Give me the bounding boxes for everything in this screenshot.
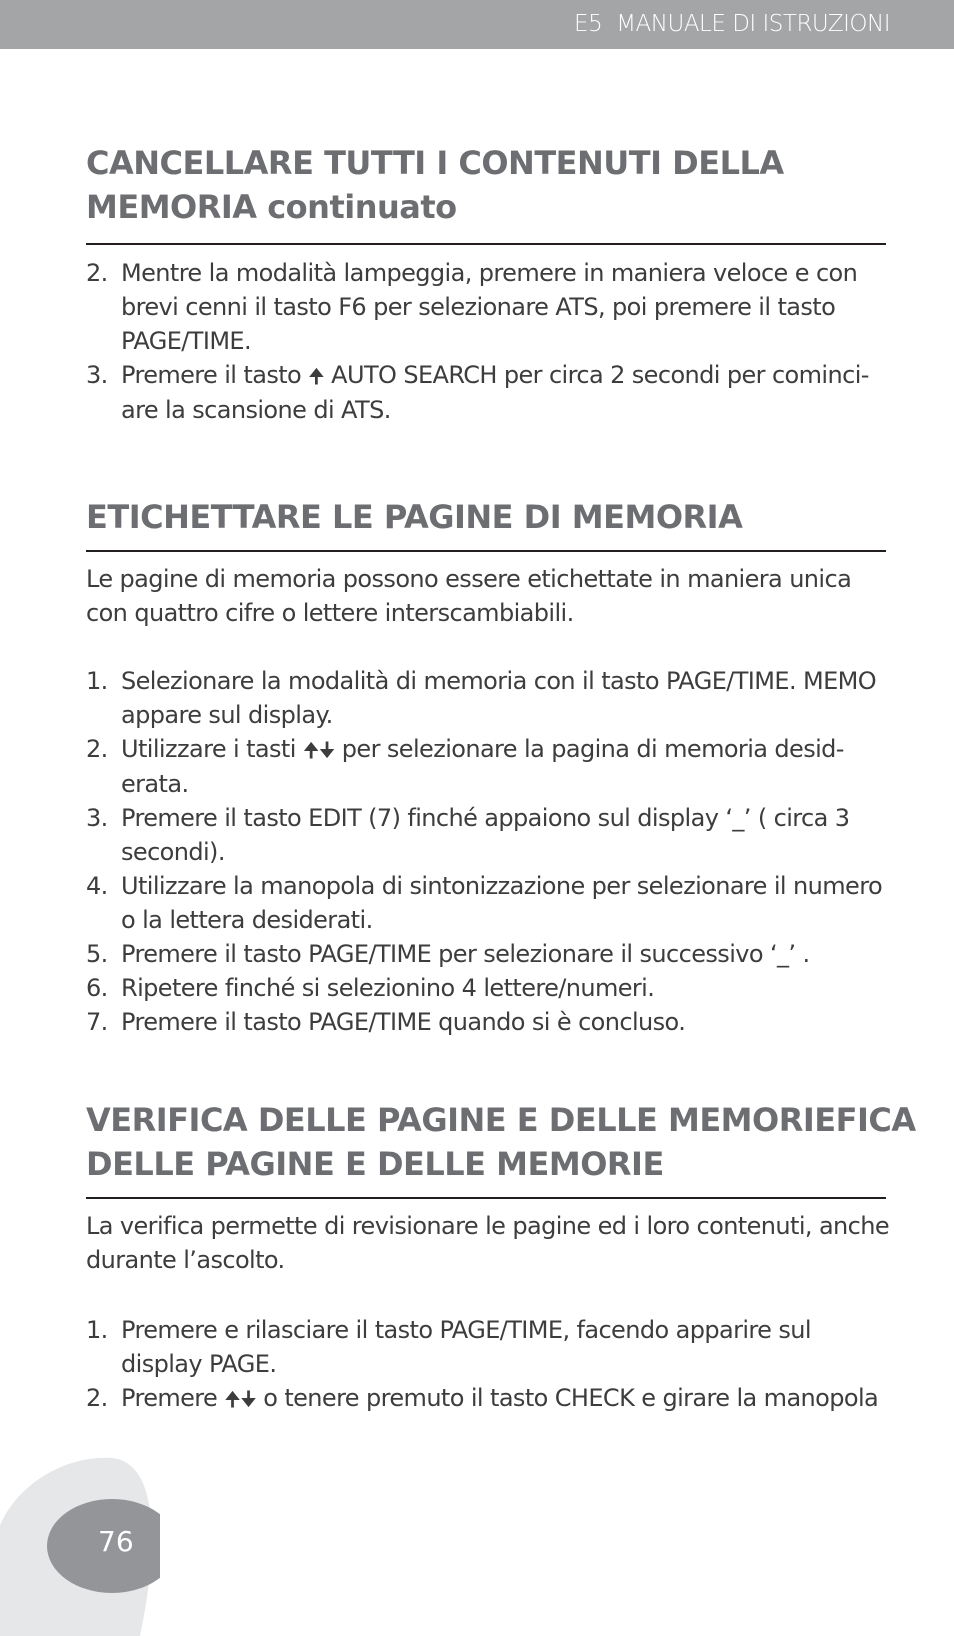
arrow-up-down-icon: 🠉🠋 (224, 1387, 257, 1411)
list-item: 2. Premere 🠉🠋 o tenere premuto il tasto CHECK e girare la manopola (86, 1384, 879, 1412)
section-3-title: VERIFICA DELLE PAGINE E DELLE MEMORIEFICA DELLE PAGINE E DELLE MEMORIE (86, 1101, 916, 1183)
list-item: 3. Premere il tasto 🠉 AUTO SEARCH per circa 2 secondi per cominci- are la scansione di ATS. (86, 361, 869, 424)
footer-decoration (0, 1455, 160, 1636)
list-item: 4. Utilizzare la manopola di sintonizzazione per selezionare il numero o la lettera desiderati. (86, 872, 883, 934)
section-2-title: ETICHETTARE LE PAGINE DI MEMORIA (86, 498, 743, 536)
section-3-rule (86, 1197, 886, 1199)
list-item: 1. Selezionare la modalità di memoria con il tasto PAGE/TIME. MEMO appare sul display. (86, 667, 877, 729)
running-header (574, 11, 890, 37)
section-1-heading (86, 141, 784, 229)
list-item: 7. Premere il tasto PAGE/TIME quando si è concluso. (86, 1008, 686, 1036)
arrow-up-down-icon: 🠉🠋 (302, 738, 335, 762)
list-item: 6. Ripetere finché si selezionino 4 lettere/numeri. (86, 974, 655, 1002)
manual-title: MANUALE DI ISTRUZIONI (616, 11, 890, 37)
section-2-intro: Le pagine di memoria possono essere etichettate in maniera unica con quattro cifre o lettere interscambiabili. (86, 565, 852, 627)
section-3-steps (86, 1313, 906, 1416)
section-2-rule (86, 550, 886, 552)
section-1-rule (86, 243, 886, 245)
section-3-intro: La verifica permette di revisionare le pagine ed i loro contenuti, anche durante l’ascolto. (86, 1212, 890, 1274)
list-item: 1. Premere e rilasciare il tasto PAGE/TIME, facendo apparire sul display PAGE. (86, 1316, 811, 1378)
list-item: 3. Premere il tasto EDIT (7) finché appaiono sul display ‘_’ ( circa 3 secondi). (86, 804, 850, 866)
model-label: E5 (574, 11, 603, 37)
section-2-steps (86, 664, 906, 1039)
list-item: 5. Premere il tasto PAGE/TIME per selezionare il successivo ‘_’ . (86, 940, 810, 968)
list-item: 2. Utilizzare i tasti 🠉🠋 per selezionare la pagina di memoria desid- erata. (86, 735, 844, 798)
page-number: 76 (98, 1525, 134, 1558)
arrow-up-icon: 🠉 (308, 364, 325, 388)
list-item: 2. Mentre la modalità lampeggia, premere in maniera veloce e con brevi cenni il tasto F6 per selezionare ATS, poi premere il tasto PAGE/TIME. (86, 259, 858, 355)
section-1-steps (86, 256, 906, 427)
section-1-title: CANCELLARE TUTTI I CONTENUTI DELLA MEMORIA continuato (86, 144, 784, 226)
